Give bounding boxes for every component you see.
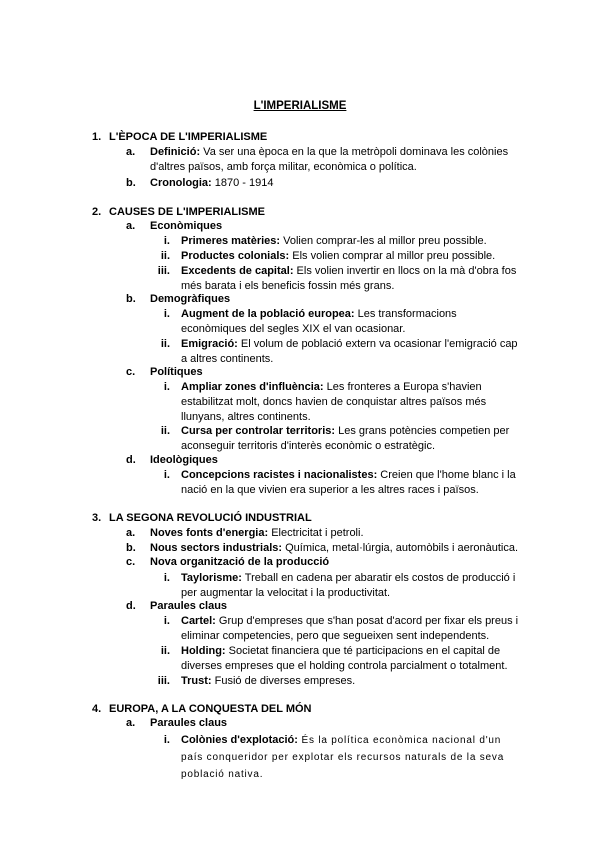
s2-cursa-territoris: [150, 424, 522, 454]
section-3-heading: [92, 512, 312, 524]
term: Cronologia:: [150, 177, 212, 189]
s2-primeres-materies: [150, 234, 522, 249]
term: Taylorisme:: [181, 572, 242, 584]
section-number: 4.: [92, 703, 102, 715]
section-title: LA SEGONA REVOLUCIÓ INDUSTRIAL: [109, 512, 312, 524]
s2-excedents-capital: [150, 264, 522, 294]
section-2-heading: [92, 206, 265, 218]
s3-cartel: [150, 614, 522, 644]
list-marker: iii.: [157, 265, 170, 277]
subsection-label: Paraules claus: [150, 600, 228, 612]
term: Definició:: [150, 146, 201, 158]
term-text: És la política econòmica nacional d'un país conqueridor per explotar els recursos naturals de la seva població nativa.: [181, 735, 505, 780]
list-marker: c.: [126, 556, 136, 568]
term: Augment de la població europea:: [181, 308, 355, 320]
list-marker: i.: [163, 469, 170, 481]
list-marker: ii.: [160, 250, 170, 262]
section-title: CAUSES DE L'IMPERIALISME: [109, 206, 266, 218]
term-text: Treball en cadena per abaratir els costos de producció i per augmentar la velocitat i la productivitat.: [181, 572, 516, 599]
s4-paraules-claus: [126, 717, 227, 729]
list-marker: i.: [163, 381, 170, 393]
section-number: 2.: [92, 206, 102, 218]
term-text: El volum de població extern va ocasionar l'emigració cap a altres continents.: [181, 338, 518, 365]
section-title: L'ÈPOCA DE L'IMPERIALISME: [109, 131, 268, 143]
term: Excedents de capital:: [181, 265, 294, 277]
list-marker: ii.: [160, 645, 170, 657]
s2-emigracio: [150, 337, 522, 367]
term-text: Societat financiera que té participacions en el capital de diverses empreses que el holding controla parcialment o totalment.: [181, 645, 508, 672]
s3-trust: [150, 674, 522, 689]
list-marker: b.: [126, 293, 136, 305]
s3-holding: [150, 644, 522, 674]
term-text: Les fronteres a Europa s'havien estabilitzat molt, doncs havien de conquistar altres països més llunyans, altres continents.: [181, 381, 487, 423]
term-text: Les transformacions econòmiques del segles XIX el van ocasionar.: [181, 308, 457, 335]
s2-augment-poblacio: [150, 307, 522, 337]
s3-nous-sectors: [126, 542, 518, 554]
s2-economiques: [126, 220, 222, 232]
subsection-label: Ideològiques: [150, 454, 218, 466]
term-text: Grup d'empreses que s'han posat d'acord per fixar els preus i eliminar competencies, pero que segueixen sent independents.: [181, 615, 519, 642]
s4-colonies-explotacio: [150, 732, 522, 783]
list-marker: i.: [163, 734, 170, 746]
list-marker: a.: [126, 146, 136, 158]
s2-politiques: [126, 366, 203, 378]
list-marker: c.: [126, 366, 136, 378]
list-marker: b.: [126, 177, 136, 189]
list-marker: a.: [126, 717, 136, 729]
s2-concepcions-racistes: [150, 468, 522, 498]
term: Nous sectors industrials:: [150, 542, 283, 554]
section-title: EUROPA, A LA CONQUESTA DEL MÓN: [109, 703, 312, 715]
subsection-label: Demogràfiques: [150, 293, 231, 305]
term: Productes colonials:: [181, 250, 290, 262]
term: Trust:: [181, 675, 212, 687]
term: Holding:: [181, 645, 226, 657]
s1-cronologia: [126, 177, 274, 189]
list-marker: b.: [126, 542, 136, 554]
list-marker: iii.: [157, 675, 170, 687]
list-marker: i.: [163, 572, 170, 584]
term-text: 1870 - 1914: [211, 177, 274, 189]
term: Noves fonts d'energia:: [150, 527, 269, 539]
list-marker: i.: [163, 308, 170, 320]
term-text: Química, metal·lúrgia, automòbils i aeronàutica.: [282, 542, 519, 554]
term: Ampliar zones d'influència:: [181, 381, 324, 393]
term: Primeres matèries:: [181, 235, 281, 247]
s2-ampliar-zones: [150, 380, 522, 425]
term: Emigració:: [181, 338, 238, 350]
term-text: Va ser una època en la que la metròpoli dominava les colònies d'altres països, amb força militar, econòmica o política.: [150, 146, 509, 173]
s1-definicio: [126, 145, 522, 175]
list-marker: ii.: [160, 425, 170, 437]
s3-taylorisme: [150, 571, 522, 601]
list-marker: a.: [126, 220, 136, 232]
term-text: Els volien comprar al millor preu possible.: [289, 250, 496, 262]
subsection-label: Nova organització de la producció: [150, 556, 330, 568]
term-text: Fusió de diverses empreses.: [211, 675, 356, 687]
s3-noves-fonts: [126, 527, 364, 539]
term: Concepcions racistes i nacionalistes:: [181, 469, 378, 481]
term: Cartel:: [181, 615, 216, 627]
list-marker: d.: [126, 454, 136, 466]
subsection-label: Polítiques: [150, 366, 203, 378]
s2-productes-colonials: [150, 249, 522, 264]
document-title: L'IMPERIALISME: [253, 100, 347, 112]
term: Colònies d'explotació:: [181, 734, 298, 746]
term-text: Volien comprar-les al millor preu possible.: [280, 235, 487, 247]
term-text: Les grans potències competien per aconseguir territoris d'interès econòmic o estratègic.: [181, 425, 510, 452]
section-number: 3.: [92, 512, 102, 524]
term-text: Creien que l'home blanc i la nació en la que vivien era superior a les altres races i països.: [181, 469, 516, 496]
section-number: 1.: [92, 131, 102, 143]
list-marker: i.: [163, 615, 170, 627]
s2-ideologiques: [126, 454, 218, 466]
list-marker: a.: [126, 527, 136, 539]
s3-nova-organitzacio: [126, 556, 329, 568]
section-1-heading: [92, 131, 267, 143]
list-marker: ii.: [160, 338, 170, 350]
subsection-label: Econòmiques: [150, 220, 223, 232]
term-text: Els volien invertir en llocs on la mà d'obra fos més barata i els beneficis fossin més grans.: [181, 265, 517, 292]
section-4-heading: [92, 703, 312, 715]
list-marker: i.: [163, 235, 170, 247]
s2-demografiques: [126, 293, 230, 305]
subsection-label: Paraules claus: [150, 717, 228, 729]
term: Cursa per controlar territoris:: [181, 425, 336, 437]
list-marker: d.: [126, 600, 136, 612]
term-text: Electricitat i petroli.: [268, 527, 364, 539]
s3-paraules-claus: [126, 600, 227, 612]
